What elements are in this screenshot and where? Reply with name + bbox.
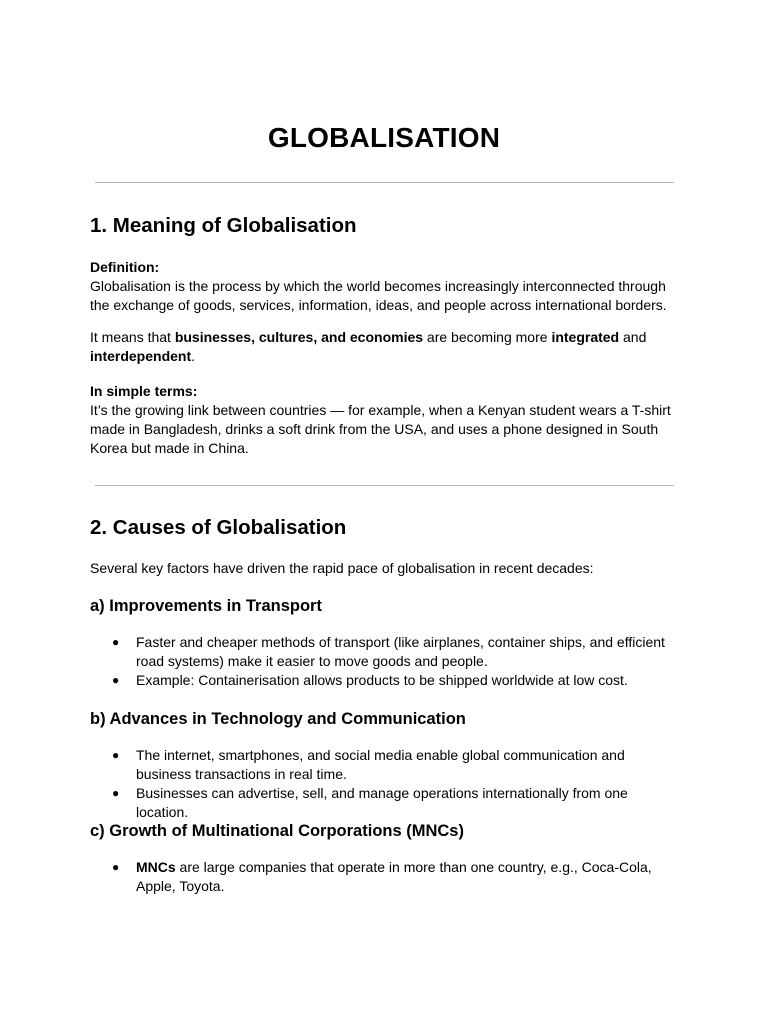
means-prefix: It means that xyxy=(90,329,175,345)
means-and: and xyxy=(619,329,647,345)
mncs-bold: MNCs xyxy=(136,859,176,875)
document-title: GLOBALISATION xyxy=(267,122,501,153)
causes-intro: Several key factors have driven the rapid pace of globalisation in recent decades: xyxy=(90,560,594,576)
list-item xyxy=(90,671,680,690)
definition-label: Definition: xyxy=(90,259,160,275)
means-bold-2: integrated xyxy=(551,329,620,345)
list-item-text: are large companies that operate in more than one country, e.g., Coca-Cola, Apple, Toyota. xyxy=(136,859,652,894)
list-item xyxy=(90,858,680,896)
bullet-icon: ● xyxy=(112,748,120,762)
means-paragraph xyxy=(90,328,680,366)
bullet-icon: ● xyxy=(112,786,120,800)
section-2-heading: 2. Causes of Globalisation xyxy=(90,516,347,539)
list-item-text: Faster and cheaper methods of transport (like airplanes, container ships, and efficient road systems) make it easier to move goods and people. xyxy=(136,634,665,669)
subsection-a-list xyxy=(90,633,680,690)
subsection-a-heading: a) Improvements in Transport xyxy=(90,597,322,615)
means-bold-3: interdependent xyxy=(90,348,192,364)
subsection-b-heading: b) Advances in Technology and Communication xyxy=(90,710,466,728)
simple-terms-label: In simple terms: xyxy=(90,383,198,399)
bullet-icon: ● xyxy=(112,673,120,687)
subsection-c-list xyxy=(90,858,680,896)
divider xyxy=(95,485,674,486)
list-item-text: The internet, smartphones, and social media enable global communication and business transactions in real time. xyxy=(136,747,625,782)
simple-terms-text: It’s the growing link between countries — for example, when a Kenyan student wears a T-shirt made in Bangladesh, drinks a soft drink from the USA, and uses a phone designed in South Korea but made in China. xyxy=(90,402,671,456)
list-item xyxy=(90,746,680,784)
definition-paragraph xyxy=(90,258,680,315)
simple-terms-paragraph xyxy=(90,382,680,458)
divider xyxy=(95,182,674,183)
subsection-b-list xyxy=(90,746,680,822)
list-item xyxy=(90,784,680,822)
definition-text: Globalisation is the process by which the world becomes increasingly interconnected through the exchange of goods, services, information, ideas, and people across international borders. xyxy=(90,278,667,313)
means-bold-1: businesses, cultures, and economies xyxy=(174,329,424,345)
means-mid: are becoming more xyxy=(423,329,552,345)
list-item xyxy=(90,633,680,671)
means-end: . xyxy=(191,348,196,364)
list-item-text: Businesses can advertise, sell, and manage operations internationally from one location. xyxy=(136,785,628,820)
bullet-icon: ● xyxy=(112,860,120,874)
list-item-text: Example: Containerisation allows products to be shipped worldwide at low cost. xyxy=(136,672,628,688)
bullet-icon: ● xyxy=(112,635,120,649)
subsection-c-heading: c) Growth of Multinational Corporations (MNCs) xyxy=(90,822,464,840)
section-1-heading: 1. Meaning of Globalisation xyxy=(90,214,357,237)
